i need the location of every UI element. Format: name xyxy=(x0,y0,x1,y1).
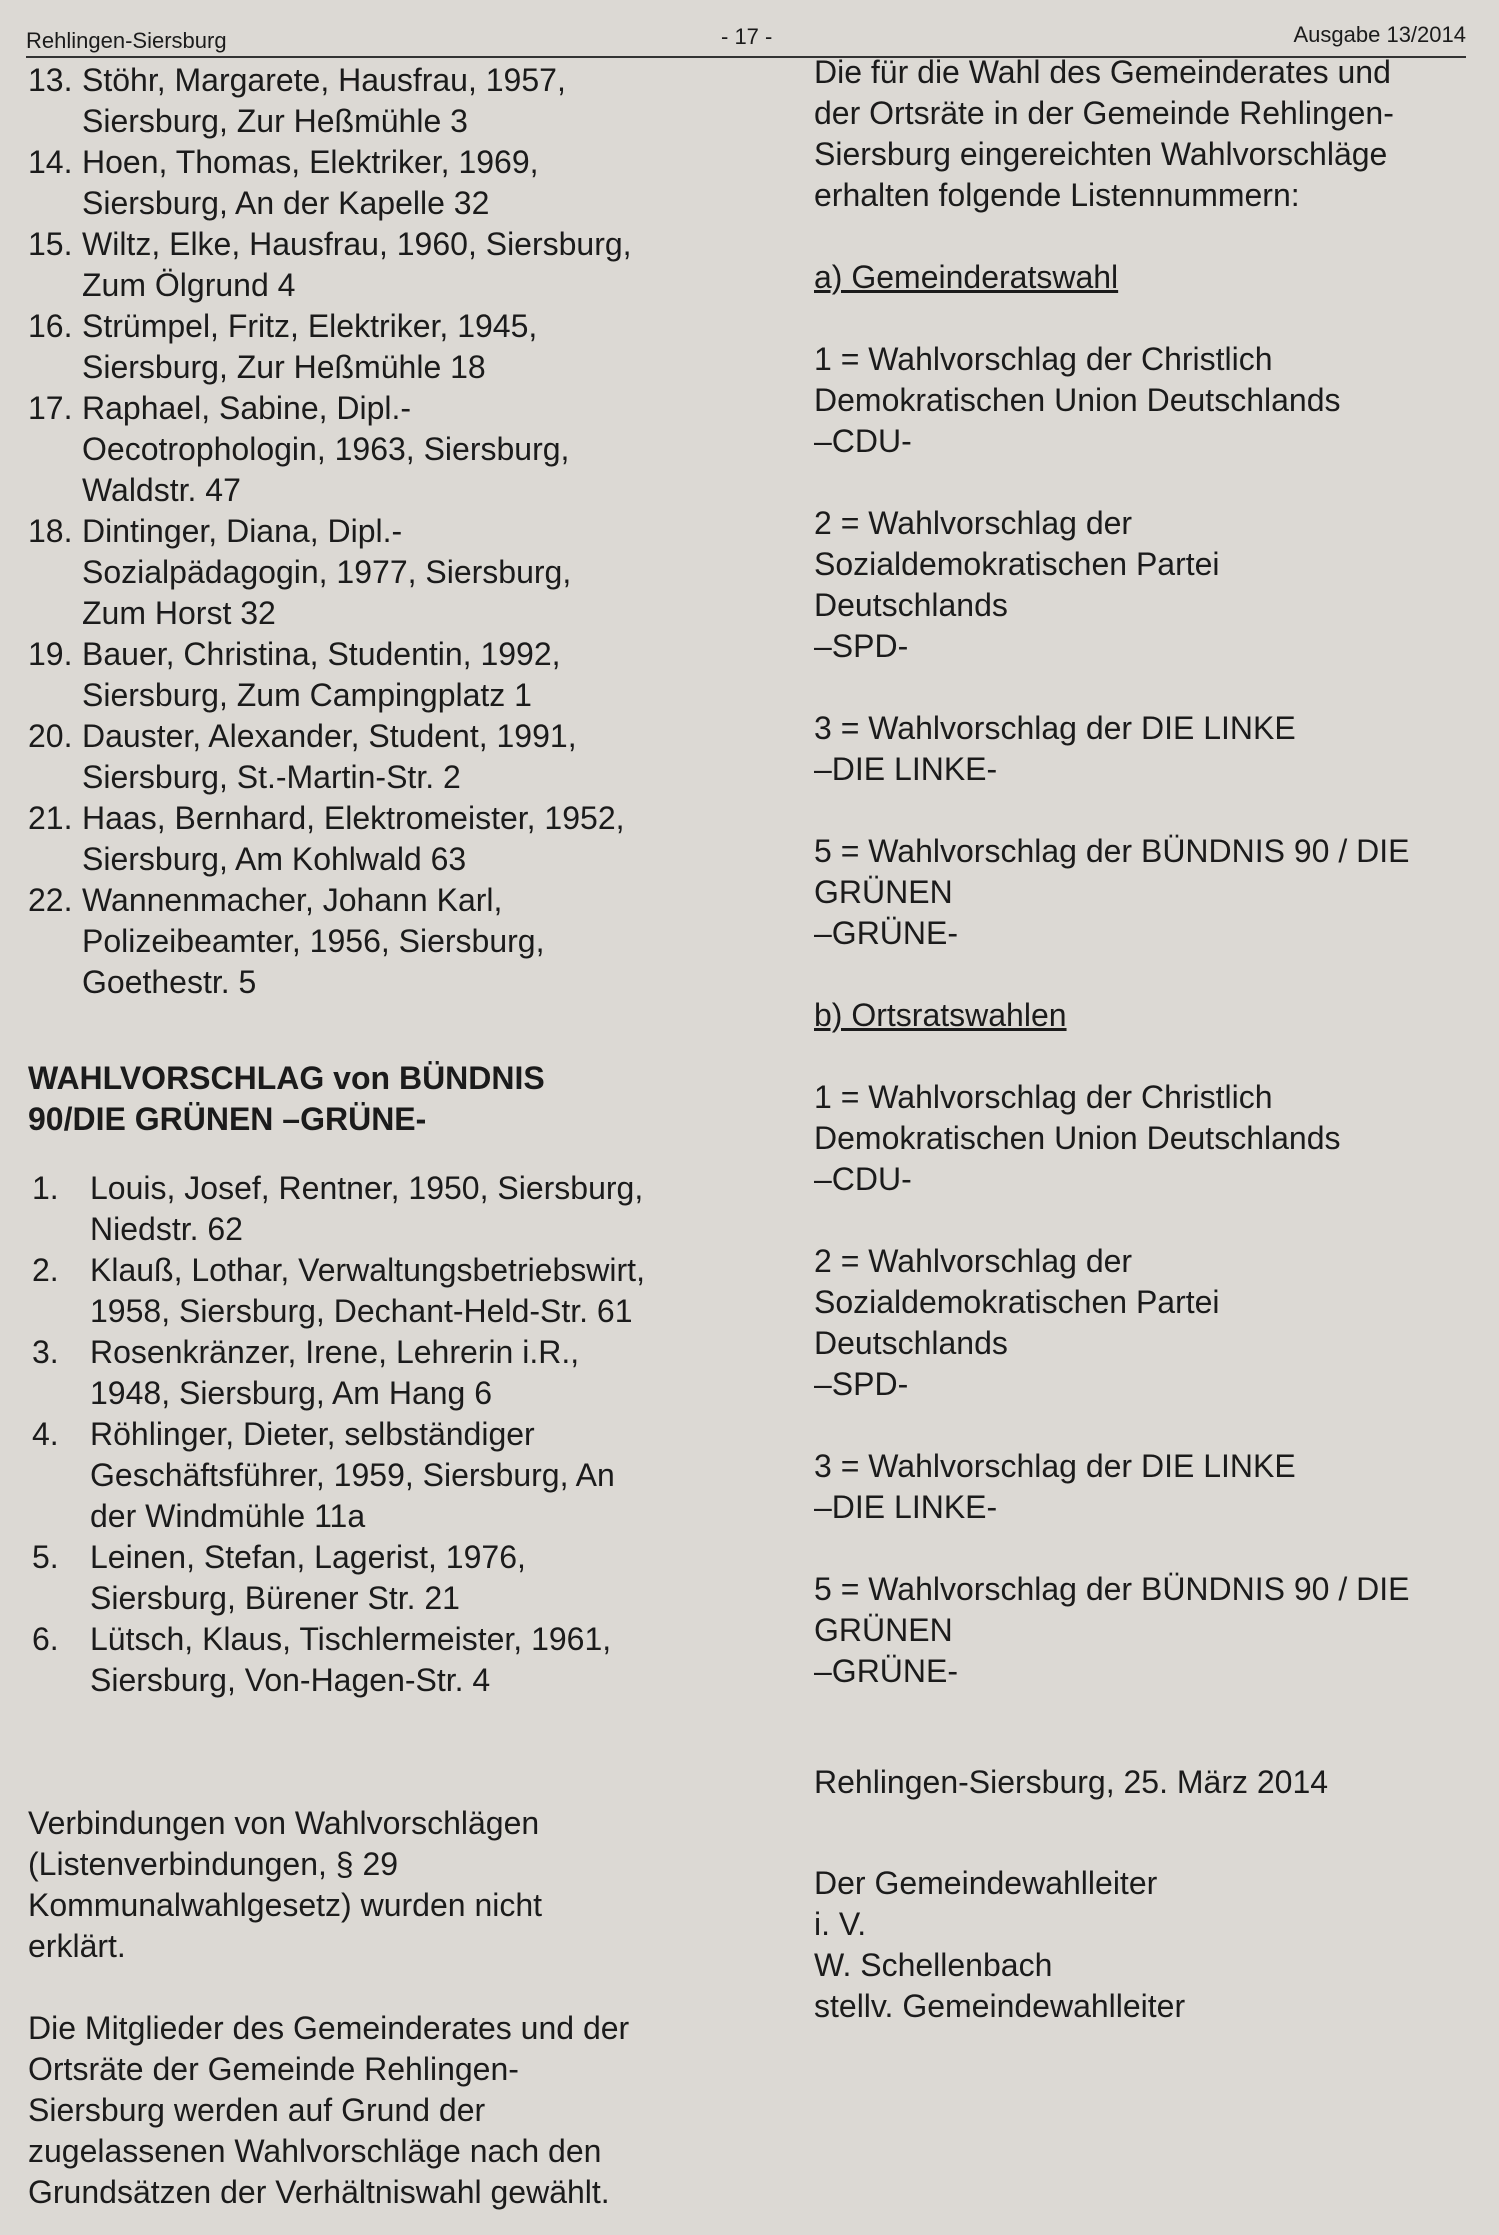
intro-paragraph: Die für die Wahl des Gemeinderates und der Ortsräte in der Gemeinde Rehlingen- Siersburg eingereichten Wahlvorschläge erhalten folgende Listennummern: xyxy=(814,54,1394,213)
header-issue: Ausgabe 13/2014 xyxy=(1293,22,1466,47)
header-municipality: Rehlingen-Siersburg xyxy=(26,28,227,53)
list-number-line: –SPD- xyxy=(814,1366,909,1402)
candidate-line: Siersburg, Zum Campingplatz 1 xyxy=(82,677,532,713)
candidate-number: 14. xyxy=(28,144,73,180)
list-number-line: Demokratischen Union Deutschlands xyxy=(814,382,1341,418)
candidate-line: Wannenmacher, Johann Karl, xyxy=(82,882,503,918)
list-number-line: Deutschlands xyxy=(814,587,1008,623)
list-number-entry xyxy=(814,831,1494,954)
candidate-entry xyxy=(28,1332,738,1414)
list-number-line: –DIE LINKE- xyxy=(814,1489,998,1525)
list-number-line: –GRÜNE- xyxy=(814,915,959,951)
candidate-line: Dintinger, Diana, Dipl.- xyxy=(82,513,403,549)
candidate-number: 19. xyxy=(28,636,73,672)
candidate-line: Siersburg, Zur Heßmühle 3 xyxy=(82,103,468,139)
candidate-list-gruene xyxy=(28,1168,738,1701)
candidate-line: Waldstr. 47 xyxy=(82,472,241,508)
list-number-line: 2 = Wahlvorschlag der xyxy=(814,1243,1133,1279)
list-number-line: 3 = Wahlvorschlag der DIE LINKE xyxy=(814,710,1296,746)
section-a-title: a) Gemeinderatswahl xyxy=(814,259,1119,295)
candidate-line: Siersburg, Am Kohlwald 63 xyxy=(82,841,467,877)
candidate-number: 4. xyxy=(32,1416,59,1452)
candidate-line: Goethestr. 5 xyxy=(82,964,257,1000)
candidate-number: 15. xyxy=(28,226,73,262)
candidate-line: Leinen, Stefan, Lagerist, 1976, xyxy=(90,1539,526,1575)
list-number-line: –DIE LINKE- xyxy=(814,751,998,787)
list-number-line: 5 = Wahlvorschlag der BÜNDNIS 90 / DIE xyxy=(814,1571,1410,1607)
header-page-number: - 17 - xyxy=(721,24,773,49)
section-b-title: b) Ortsratswahlen xyxy=(814,997,1067,1033)
list-number-line: –GRÜNE- xyxy=(814,1653,959,1689)
list-numbers-council xyxy=(814,339,1494,954)
candidate-number: 22. xyxy=(28,882,73,918)
candidate-number: 5. xyxy=(32,1539,59,1575)
candidate-number: 3. xyxy=(32,1334,59,1370)
candidate-line: Siersburg, St.-Martin-Str. 2 xyxy=(82,759,461,795)
list-number-line: Deutschlands xyxy=(814,1325,1008,1361)
candidate-line: Sozialpädagogin, 1977, Siersburg, xyxy=(82,554,572,590)
candidate-entry xyxy=(28,716,738,798)
candidate-entry xyxy=(28,798,738,880)
candidate-entry xyxy=(28,1619,738,1701)
candidate-line: der Windmühle 11a xyxy=(90,1498,366,1534)
candidate-entry xyxy=(28,1414,738,1537)
candidate-line: Bauer, Christina, Studentin, 1992, xyxy=(82,636,561,672)
candidate-line: Polizeibeamter, 1956, Siersburg, xyxy=(82,923,545,959)
list-number-line: 5 = Wahlvorschlag der BÜNDNIS 90 / DIE xyxy=(814,833,1410,869)
list-number-line: Demokratischen Union Deutschlands xyxy=(814,1120,1341,1156)
candidate-line: Siersburg, Zur Heßmühle 18 xyxy=(82,349,486,385)
candidate-line: Siersburg, An der Kapelle 32 xyxy=(82,185,490,221)
section-heading-gruene: WAHLVORSCHLAG von BÜNDNIS 90/DIE GRÜNEN –GRÜNE- xyxy=(28,1060,545,1137)
list-number-entry xyxy=(814,708,1494,790)
place-and-date: Rehlingen-Siersburg, 25. März 2014 xyxy=(814,1764,1329,1800)
candidate-list-continued xyxy=(28,60,738,1003)
list-number-entry xyxy=(814,1446,1494,1528)
candidate-entry xyxy=(28,1168,738,1250)
candidate-entry xyxy=(28,388,738,511)
list-number-line: Sozialdemokratischen Partei xyxy=(814,1284,1220,1320)
left-column xyxy=(28,60,738,2213)
candidate-number: 17. xyxy=(28,390,73,426)
candidate-line: 1958, Siersburg, Dechant-Held-Str. 61 xyxy=(90,1293,633,1329)
candidate-line: Haas, Bernhard, Elektromeister, 1952, xyxy=(82,800,625,836)
candidate-line: Hoen, Thomas, Elektriker, 1969, xyxy=(82,144,539,180)
candidate-number: 18. xyxy=(28,513,73,549)
candidate-line: Niedstr. 62 xyxy=(90,1211,243,1247)
list-number-entry xyxy=(814,1077,1494,1200)
page-header xyxy=(26,22,1466,56)
candidate-number: 21. xyxy=(28,800,73,836)
candidate-entry xyxy=(28,1537,738,1619)
list-number-line: GRÜNEN xyxy=(814,874,953,910)
candidate-line: Louis, Josef, Rentner, 1950, Siersburg, xyxy=(90,1170,644,1206)
candidate-number: 20. xyxy=(28,718,73,754)
candidate-number: 2. xyxy=(32,1252,59,1288)
signature-block: Der Gemeindewahlleiter i. V. W. Schellenbach stellv. Gemeindewahlleiter xyxy=(814,1865,1186,2024)
list-number-line: –SPD- xyxy=(814,628,909,664)
candidate-line: 1948, Siersburg, Am Hang 6 xyxy=(90,1375,493,1411)
list-number-line: Sozialdemokratischen Partei xyxy=(814,546,1220,582)
candidate-line: Siersburg, Von-Hagen-Str. 4 xyxy=(90,1662,491,1698)
paragraph-election-principle: Die Mitglieder des Gemeinderates und der Ortsräte der Gemeinde Rehlingen- Siersburg werden auf Grund der zugelassenen Wahlvorschläge nach den Grundsätzen der Verhältniswahl gewählt. xyxy=(28,2010,630,2210)
paragraph-list-connections: Verbindungen von Wahlvorschlägen (Listenverbindungen, § 29 Kommunalwahlgesetz) wurden nicht erklärt. xyxy=(28,1805,543,1964)
candidate-number: 13. xyxy=(28,62,73,98)
list-number-line: 1 = Wahlvorschlag der Christlich xyxy=(814,1079,1273,1115)
candidate-line: Rosenkränzer, Irene, Lehrerin i.R., xyxy=(90,1334,580,1370)
candidate-number: 1. xyxy=(32,1170,59,1206)
candidate-line: Raphael, Sabine, Dipl.- xyxy=(82,390,412,426)
candidate-entry xyxy=(28,511,738,634)
candidate-line: Zum Horst 32 xyxy=(82,595,276,631)
list-number-line: 3 = Wahlvorschlag der DIE LINKE xyxy=(814,1448,1296,1484)
candidate-line: Lütsch, Klaus, Tischlermeister, 1961, xyxy=(90,1621,612,1657)
candidate-line: Klauß, Lothar, Verwaltungsbetriebswirt, xyxy=(90,1252,645,1288)
list-number-line: 2 = Wahlvorschlag der xyxy=(814,505,1133,541)
candidate-line: Röhlinger, Dieter, selbständiger xyxy=(90,1416,535,1452)
candidate-line: Oecotrophologin, 1963, Siersburg, xyxy=(82,431,570,467)
list-number-entry xyxy=(814,1569,1494,1692)
list-number-entry xyxy=(814,503,1494,667)
candidate-entry xyxy=(28,634,738,716)
candidate-line: Zum Ölgrund 4 xyxy=(82,267,296,303)
list-number-line: GRÜNEN xyxy=(814,1612,953,1648)
candidate-entry xyxy=(28,880,738,1003)
right-column xyxy=(814,52,1494,2027)
list-number-entry xyxy=(814,1241,1494,1405)
list-number-line: –CDU- xyxy=(814,1161,912,1197)
candidate-number: 16. xyxy=(28,308,73,344)
candidate-line: Siersburg, Bürener Str. 21 xyxy=(90,1580,460,1616)
candidate-line: Stöhr, Margarete, Hausfrau, 1957, xyxy=(82,62,566,98)
candidate-entry xyxy=(28,142,738,224)
candidate-line: Dauster, Alexander, Student, 1991, xyxy=(82,718,577,754)
list-numbers-local-councils xyxy=(814,1077,1494,1692)
candidate-entry xyxy=(28,224,738,306)
candidate-number: 6. xyxy=(32,1621,59,1657)
candidate-entry xyxy=(28,60,738,142)
list-number-entry xyxy=(814,339,1494,462)
list-number-line: –CDU- xyxy=(814,423,912,459)
list-number-line: 1 = Wahlvorschlag der Christlich xyxy=(814,341,1273,377)
candidate-line: Wiltz, Elke, Hausfrau, 1960, Siersburg, xyxy=(82,226,632,262)
candidate-line: Geschäftsführer, 1959, Siersburg, An xyxy=(90,1457,615,1493)
candidate-entry xyxy=(28,306,738,388)
candidate-entry xyxy=(28,1250,738,1332)
candidate-line: Strümpel, Fritz, Elektriker, 1945, xyxy=(82,308,538,344)
